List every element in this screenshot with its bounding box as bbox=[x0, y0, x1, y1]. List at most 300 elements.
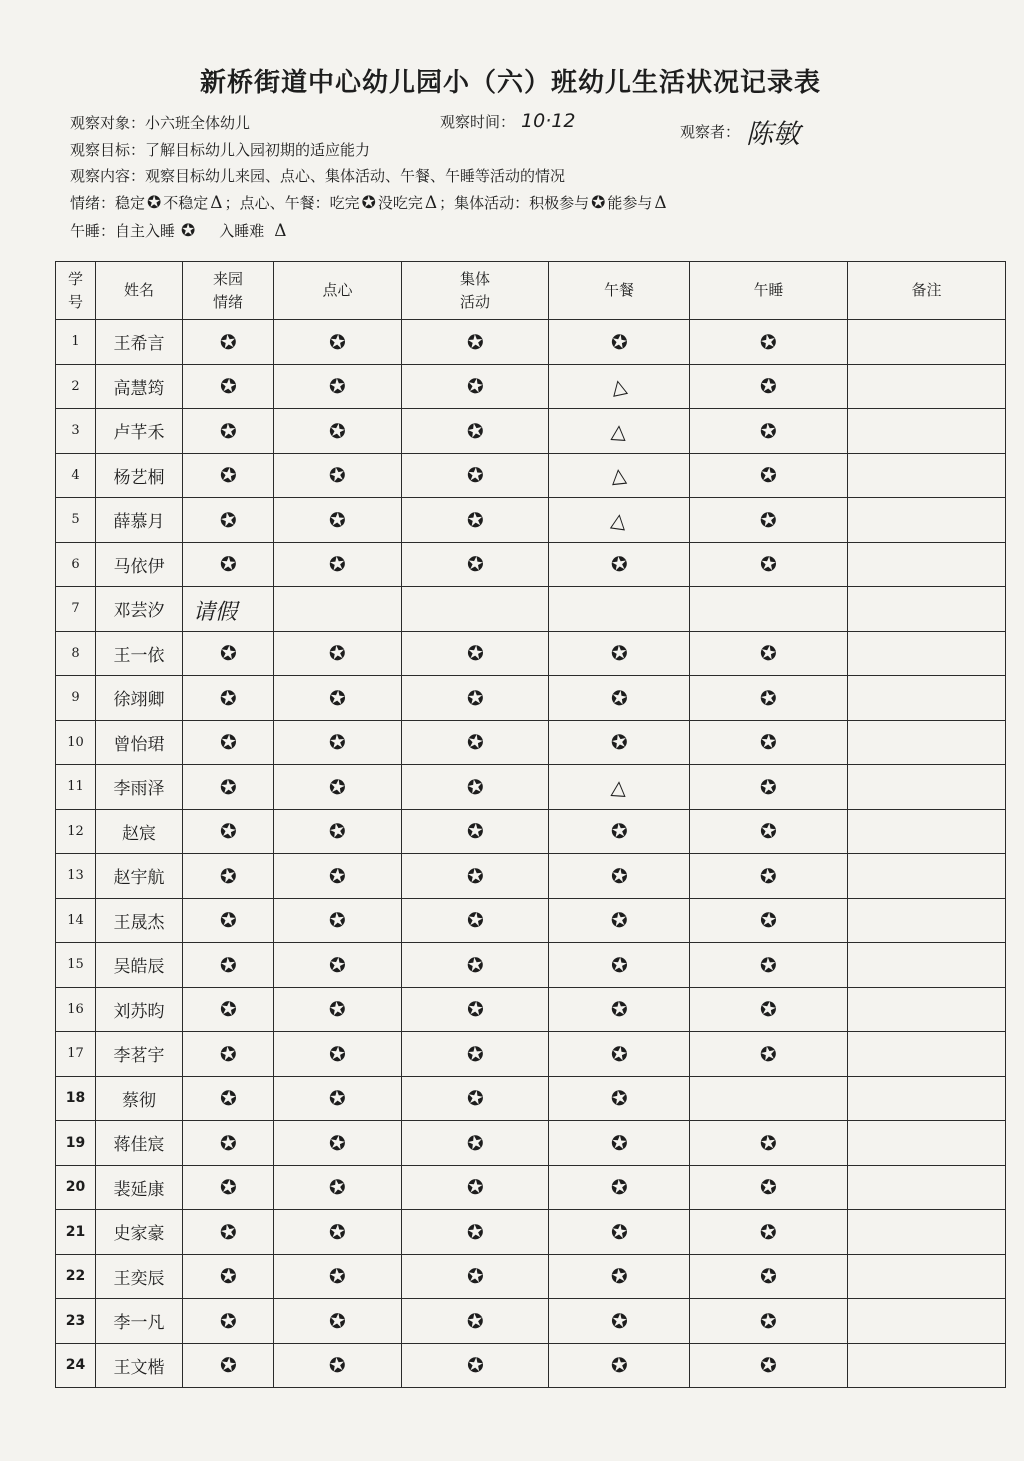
table-row bbox=[56, 1121, 1006, 1166]
star-mark-icon: ✪ bbox=[609, 818, 629, 845]
observe-object bbox=[70, 112, 250, 133]
star-mark-icon: ✪ bbox=[758, 773, 779, 800]
cell-group bbox=[402, 720, 549, 765]
cell-lunch bbox=[549, 1165, 690, 1210]
header-name: 姓名 bbox=[96, 262, 183, 320]
row-name: 赵宸 bbox=[96, 809, 183, 854]
row-name: 薛慕月 bbox=[96, 498, 183, 543]
row-id: 12 bbox=[56, 809, 96, 854]
star-mark-icon: ✪ bbox=[327, 551, 348, 578]
legend-meal-label: ；点心、午餐：吃完 bbox=[224, 194, 360, 212]
cell-snack bbox=[274, 1343, 402, 1388]
cell-nap bbox=[690, 1210, 848, 1255]
content-value: 观察目标幼儿来园、点心、集体活动、午餐、午睡等活动的情况 bbox=[145, 167, 566, 185]
legend-hard-sleep-label: 入睡难 bbox=[219, 222, 265, 240]
row-name: 王文楷 bbox=[96, 1343, 183, 1388]
star-mark-icon: ✪ bbox=[218, 1130, 238, 1156]
cell-group bbox=[402, 1165, 549, 1210]
star-mark-icon: ✪ bbox=[609, 907, 629, 934]
object-value: 小六班全体幼儿 bbox=[145, 114, 251, 132]
cell-snack bbox=[274, 409, 402, 454]
star-mark-icon: ✪ bbox=[218, 1040, 238, 1067]
cell-nap bbox=[690, 676, 848, 721]
star-mark-icon: ✪ bbox=[218, 729, 238, 756]
star-mark-icon: ✪ bbox=[327, 417, 348, 445]
header-mood-bottom: 情绪 bbox=[212, 292, 243, 311]
cell-snack bbox=[274, 854, 402, 899]
cell-nap bbox=[690, 409, 848, 454]
cell-mood bbox=[183, 1343, 274, 1388]
row-note bbox=[848, 1299, 1006, 1344]
cell-nap bbox=[690, 542, 848, 587]
table-row bbox=[56, 1032, 1006, 1077]
star-mark-icon: ✪ bbox=[464, 372, 486, 400]
cell-group bbox=[402, 1254, 549, 1299]
table-row bbox=[56, 1076, 1006, 1121]
cell-group bbox=[402, 320, 549, 365]
observer-signature: 陈敏 bbox=[746, 119, 801, 150]
star-mark-icon: ✪ bbox=[609, 1307, 629, 1334]
cell-group bbox=[402, 854, 549, 899]
star-mark-icon: ✪ bbox=[758, 1174, 779, 1201]
table-row bbox=[56, 898, 1006, 943]
star-mark-icon: ✪ bbox=[327, 907, 348, 934]
cell-group bbox=[402, 1299, 549, 1344]
row-name: 王奕辰 bbox=[96, 1254, 183, 1299]
star-mark-icon: ✪ bbox=[218, 373, 238, 400]
cell-snack bbox=[274, 720, 402, 765]
row-id: 17 bbox=[56, 1032, 96, 1077]
cell-snack bbox=[274, 1076, 402, 1121]
row-name: 曾怡珺 bbox=[96, 720, 183, 765]
star-icon: ✪ bbox=[147, 193, 162, 213]
row-id: 8 bbox=[56, 631, 96, 676]
cell-group bbox=[402, 898, 549, 943]
row-note bbox=[848, 1254, 1006, 1299]
star-mark-icon: ✪ bbox=[464, 728, 486, 756]
empty-cell bbox=[690, 587, 848, 632]
row-id: 23 bbox=[56, 1299, 96, 1344]
star-mark-icon: ✪ bbox=[328, 863, 347, 889]
row-name: 刘苏昀 bbox=[96, 987, 183, 1032]
star-mark-icon: ✪ bbox=[609, 1352, 629, 1378]
star-mark-icon: ✪ bbox=[218, 774, 238, 800]
star-mark-icon: ✪ bbox=[758, 462, 779, 489]
header-nap: 午睡 bbox=[690, 262, 848, 320]
row-note bbox=[848, 364, 1006, 409]
table-row bbox=[56, 631, 1006, 676]
star-mark-icon: ✪ bbox=[217, 461, 239, 489]
row-id: 5 bbox=[56, 498, 96, 543]
star-mark-icon: ✪ bbox=[217, 1218, 239, 1246]
cell-mood bbox=[183, 854, 274, 899]
row-id: 21 bbox=[56, 1210, 96, 1255]
legend-line-1 bbox=[70, 192, 669, 213]
cell-lunch bbox=[549, 1121, 690, 1166]
cell-snack bbox=[274, 1121, 402, 1166]
cell-snack bbox=[274, 943, 402, 988]
star-mark-icon: ✪ bbox=[326, 461, 349, 489]
cell-group bbox=[402, 1032, 549, 1077]
star-mark-icon: ✪ bbox=[326, 817, 349, 845]
legend-unstable-label: 不稳定 bbox=[163, 194, 209, 212]
cell-lunch bbox=[549, 809, 690, 854]
cell-snack bbox=[274, 498, 402, 543]
star-mark-icon: ✪ bbox=[218, 1307, 238, 1334]
cell-snack bbox=[274, 1210, 402, 1255]
legend-can-join-label: 能参与 bbox=[607, 194, 653, 212]
triangle-mark-icon: △ bbox=[610, 418, 628, 444]
row-name: 马依伊 bbox=[96, 542, 183, 587]
table-row bbox=[56, 364, 1006, 409]
star-mark-icon: ✪ bbox=[218, 328, 238, 355]
star-mark-icon: ✪ bbox=[608, 728, 630, 756]
star-mark-icon: ✪ bbox=[327, 996, 348, 1023]
row-note bbox=[848, 453, 1006, 498]
cell-lunch bbox=[549, 1343, 690, 1388]
star-mark-icon: ✪ bbox=[758, 417, 779, 444]
cell-lunch bbox=[549, 1254, 690, 1299]
row-id: 2 bbox=[56, 364, 96, 409]
header-note: 备注 bbox=[848, 262, 1006, 320]
cell-snack bbox=[274, 1254, 402, 1299]
goal-label: 观察目标： bbox=[70, 141, 146, 159]
cell-lunch bbox=[549, 1076, 690, 1121]
row-name: 蔡彻 bbox=[96, 1076, 183, 1121]
star-mark-icon: ✪ bbox=[218, 996, 238, 1023]
row-name: 杨艺桐 bbox=[96, 453, 183, 498]
star-mark-icon: ✪ bbox=[327, 1263, 348, 1290]
star-mark-icon: ✪ bbox=[328, 1085, 347, 1111]
header-id-bottom: 号 bbox=[67, 292, 83, 311]
star-mark-icon: ✪ bbox=[758, 1218, 779, 1245]
row-note bbox=[848, 898, 1006, 943]
table-row bbox=[56, 765, 1006, 810]
table-header-row bbox=[56, 262, 1006, 320]
star-mark-icon: ✪ bbox=[758, 639, 779, 667]
cell-snack bbox=[274, 1032, 402, 1077]
cell-nap bbox=[690, 809, 848, 854]
row-note bbox=[848, 765, 1006, 810]
cell-mood bbox=[183, 1254, 274, 1299]
cell-nap bbox=[690, 631, 848, 676]
cell-lunch bbox=[549, 364, 690, 409]
star-mark-icon: ✪ bbox=[327, 328, 348, 355]
observer-label: 观察者： bbox=[680, 123, 741, 141]
page-title: 新桥街道中心幼儿园小（六）班幼儿生活状况记录表 bbox=[200, 68, 822, 98]
cell-group bbox=[402, 498, 549, 543]
cell-nap bbox=[690, 364, 848, 409]
table-row bbox=[56, 320, 1006, 365]
row-name: 吴皓辰 bbox=[96, 943, 183, 988]
star-mark-icon: ✪ bbox=[465, 1218, 485, 1245]
star-mark-icon: ✪ bbox=[757, 684, 780, 712]
cell-mood bbox=[183, 409, 274, 454]
star-mark-icon: ✪ bbox=[608, 1084, 630, 1112]
row-id: 22 bbox=[56, 1254, 96, 1299]
row-note bbox=[848, 676, 1006, 721]
row-note bbox=[848, 542, 1006, 587]
table-row bbox=[56, 943, 1006, 988]
cell-mood bbox=[183, 1165, 274, 1210]
star-mark-icon: ✪ bbox=[218, 640, 238, 667]
star-mark-icon: ✪ bbox=[217, 817, 239, 845]
star-mark-icon: ✪ bbox=[327, 1129, 348, 1157]
row-name: 赵宇航 bbox=[96, 854, 183, 899]
star-icon: ✪ bbox=[181, 221, 196, 241]
row-note bbox=[848, 1165, 1006, 1210]
star-mark-icon: ✪ bbox=[465, 907, 485, 934]
cell-mood bbox=[183, 1076, 274, 1121]
star-mark-icon: ✪ bbox=[758, 907, 779, 934]
legend-not-finished-label: 没吃完 bbox=[377, 194, 423, 212]
table-row bbox=[56, 1343, 1006, 1388]
star-mark-icon: ✪ bbox=[609, 1174, 629, 1201]
cell-mood bbox=[183, 943, 274, 988]
cell-nap bbox=[690, 498, 848, 543]
table-body bbox=[56, 320, 1006, 1388]
time-value: 10·12 bbox=[521, 110, 576, 132]
star-mark-icon: ✪ bbox=[218, 1263, 238, 1289]
cell-nap bbox=[690, 987, 848, 1032]
row-name: 李茗宇 bbox=[96, 1032, 183, 1077]
row-name: 王一依 bbox=[96, 631, 183, 676]
row-id: 6 bbox=[56, 542, 96, 587]
cell-group bbox=[402, 542, 549, 587]
star-mark-icon: ✪ bbox=[465, 818, 485, 844]
star-mark-icon: ✪ bbox=[465, 951, 485, 978]
star-mark-icon: ✪ bbox=[758, 1129, 779, 1156]
row-name: 王晟杰 bbox=[96, 898, 183, 943]
empty-cell bbox=[402, 587, 549, 632]
star-mark-icon: ✪ bbox=[609, 862, 629, 889]
cell-group bbox=[402, 765, 549, 810]
star-mark-icon: ✪ bbox=[758, 506, 779, 533]
table-row bbox=[56, 409, 1006, 454]
row-note bbox=[848, 1076, 1006, 1121]
header-group-bottom: 活动 bbox=[459, 292, 490, 311]
cell-mood bbox=[183, 1299, 274, 1344]
cell-nap bbox=[690, 765, 848, 810]
star-mark-icon: ✪ bbox=[327, 640, 348, 667]
cell-lunch bbox=[549, 631, 690, 676]
cell-group bbox=[402, 631, 549, 676]
row-name: 邓芸汐 bbox=[96, 587, 183, 632]
cell-lunch bbox=[549, 676, 690, 721]
header-group-top: 集体 bbox=[459, 269, 490, 288]
star-mark-icon: ✪ bbox=[758, 1351, 779, 1379]
star-mark-icon: ✪ bbox=[759, 1308, 778, 1334]
star-mark-icon: ✪ bbox=[328, 1219, 347, 1245]
header-lunch: 午餐 bbox=[549, 262, 690, 320]
cell-mood bbox=[183, 320, 274, 365]
cell-lunch bbox=[549, 854, 690, 899]
star-mark-icon: ✪ bbox=[465, 1352, 485, 1379]
row-note bbox=[848, 1032, 1006, 1077]
table-row bbox=[56, 720, 1006, 765]
record-table bbox=[55, 261, 1006, 1388]
time-label: 观察时间： bbox=[440, 113, 516, 131]
cell-lunch bbox=[549, 542, 690, 587]
triangle-mark-icon: △ bbox=[610, 462, 628, 488]
star-mark-icon: ✪ bbox=[218, 684, 238, 711]
row-name: 王希言 bbox=[96, 320, 183, 365]
cell-snack bbox=[274, 1299, 402, 1344]
observe-time bbox=[440, 110, 575, 132]
star-mark-icon: ✪ bbox=[464, 773, 486, 801]
header-snack: 点心 bbox=[274, 262, 402, 320]
cell-lunch bbox=[549, 1210, 690, 1255]
cell-lunch bbox=[549, 898, 690, 943]
star-icon: ✪ bbox=[591, 193, 606, 213]
cell-snack bbox=[274, 631, 402, 676]
header-mood-top: 来园 bbox=[212, 269, 243, 288]
cell-lunch bbox=[549, 765, 690, 810]
table-row bbox=[56, 587, 1006, 632]
cell-snack bbox=[274, 987, 402, 1032]
goal-value: 了解目标幼儿入园初期的适应能力 bbox=[145, 141, 371, 159]
star-mark-icon: ✪ bbox=[758, 818, 779, 845]
row-note bbox=[848, 320, 1006, 365]
cell-mood bbox=[183, 898, 274, 943]
star-mark-icon: ✪ bbox=[609, 996, 629, 1022]
cell-lunch bbox=[549, 720, 690, 765]
empty-cell bbox=[274, 587, 402, 632]
row-note bbox=[848, 1121, 1006, 1166]
row-name: 卢芊禾 bbox=[96, 409, 183, 454]
cell-group bbox=[402, 409, 549, 454]
star-mark-icon: ✪ bbox=[217, 506, 239, 534]
cell-group bbox=[402, 987, 549, 1032]
row-name: 史家豪 bbox=[96, 1210, 183, 1255]
table-row bbox=[56, 987, 1006, 1032]
legend-group-label: ；集体活动：积极参与 bbox=[439, 194, 590, 212]
triangle-icon: Δ bbox=[210, 193, 223, 213]
cell-nap bbox=[690, 453, 848, 498]
row-id: 10 bbox=[56, 720, 96, 765]
star-mark-icon: ✪ bbox=[608, 684, 630, 712]
row-note bbox=[848, 720, 1006, 765]
header-group bbox=[402, 262, 549, 320]
row-note bbox=[848, 943, 1006, 988]
star-mark-icon: ✪ bbox=[757, 1040, 780, 1068]
cell-mood bbox=[183, 453, 274, 498]
star-mark-icon: ✪ bbox=[328, 729, 347, 755]
legend-mood-label: 情绪：稳定 bbox=[70, 194, 146, 212]
cell-group bbox=[402, 676, 549, 721]
row-id: 19 bbox=[56, 1121, 96, 1166]
table-row bbox=[56, 1210, 1006, 1255]
triangle-mark-icon: △ bbox=[609, 506, 629, 533]
row-id: 24 bbox=[56, 1343, 96, 1388]
row-id: 16 bbox=[56, 987, 96, 1032]
cell-mood bbox=[183, 542, 274, 587]
triangle-mark-icon: △ bbox=[610, 774, 628, 800]
star-mark-icon: ✪ bbox=[464, 1084, 486, 1112]
cell-mood bbox=[183, 1032, 274, 1077]
star-mark-icon: ✪ bbox=[327, 951, 348, 978]
cell-group bbox=[402, 943, 549, 988]
cell-mood bbox=[183, 987, 274, 1032]
row-id: 4 bbox=[56, 453, 96, 498]
triangle-mark-icon: △ bbox=[608, 372, 630, 400]
row-id: 20 bbox=[56, 1165, 96, 1210]
header-mood bbox=[183, 262, 274, 320]
cell-lunch bbox=[549, 1032, 690, 1077]
observer bbox=[680, 106, 801, 150]
cell-snack bbox=[274, 765, 402, 810]
cell-snack bbox=[274, 809, 402, 854]
table-row bbox=[56, 498, 1006, 543]
header-id-top: 学 bbox=[67, 269, 83, 288]
row-name: 裴延康 bbox=[96, 1165, 183, 1210]
star-mark-icon: ✪ bbox=[608, 1040, 630, 1068]
row-note bbox=[848, 854, 1006, 899]
row-id: 14 bbox=[56, 898, 96, 943]
star-mark-icon: ✪ bbox=[609, 951, 629, 978]
star-mark-icon: ✪ bbox=[218, 907, 238, 933]
star-mark-icon: ✪ bbox=[465, 1041, 485, 1067]
cell-mood bbox=[183, 720, 274, 765]
cell-nap bbox=[690, 1254, 848, 1299]
cell-nap bbox=[690, 854, 848, 899]
table-row bbox=[56, 854, 1006, 899]
cell-nap bbox=[690, 943, 848, 988]
cell-mood bbox=[183, 809, 274, 854]
cell-group bbox=[402, 1121, 549, 1166]
cell-nap bbox=[690, 1299, 848, 1344]
table-row bbox=[56, 676, 1006, 721]
cell-mood bbox=[183, 1121, 274, 1166]
cell-snack bbox=[274, 320, 402, 365]
star-mark-icon: ✪ bbox=[609, 640, 629, 666]
star-mark-icon: ✪ bbox=[464, 417, 486, 445]
cell-lunch bbox=[549, 987, 690, 1032]
star-mark-icon: ✪ bbox=[609, 551, 629, 578]
cell-nap bbox=[690, 1032, 848, 1077]
star-mark-icon: ✪ bbox=[465, 1174, 485, 1200]
row-note bbox=[848, 498, 1006, 543]
star-mark-icon: ✪ bbox=[465, 1307, 485, 1334]
cell-snack bbox=[274, 453, 402, 498]
star-mark-icon: ✪ bbox=[465, 862, 485, 889]
cell-nap bbox=[690, 1121, 848, 1166]
cell-snack bbox=[274, 542, 402, 587]
star-mark-icon: ✪ bbox=[609, 1130, 629, 1156]
legend-nap-label: 午睡：自主入睡 bbox=[70, 222, 176, 240]
cell-mood bbox=[183, 498, 274, 543]
cell-lunch bbox=[549, 409, 690, 454]
cell-group bbox=[402, 1343, 549, 1388]
star-mark-icon: ✪ bbox=[609, 1263, 629, 1290]
header-id bbox=[56, 262, 96, 320]
star-mark-icon: ✪ bbox=[464, 1129, 486, 1157]
star-mark-icon: ✪ bbox=[759, 952, 778, 978]
row-name: 高慧筠 bbox=[96, 364, 183, 409]
star-icon: ✪ bbox=[361, 193, 376, 213]
star-mark-icon: ✪ bbox=[758, 862, 779, 889]
row-id: 13 bbox=[56, 854, 96, 899]
cell-group bbox=[402, 1210, 549, 1255]
star-mark-icon: ✪ bbox=[327, 684, 348, 711]
cell-nap bbox=[690, 1343, 848, 1388]
row-note bbox=[848, 409, 1006, 454]
cell-group bbox=[402, 809, 549, 854]
star-mark-icon: ✪ bbox=[758, 1263, 779, 1290]
cell-nap bbox=[690, 320, 848, 365]
cell-group bbox=[402, 364, 549, 409]
table-row bbox=[56, 1299, 1006, 1344]
